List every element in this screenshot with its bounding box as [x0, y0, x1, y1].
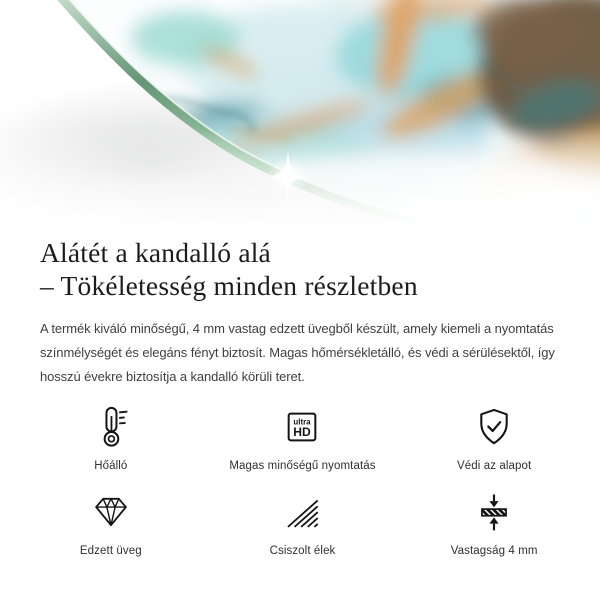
diamond-icon [91, 488, 131, 536]
feature-protects-base [398, 403, 590, 472]
feature-print-quality [207, 403, 399, 472]
feature-label: Hőálló [94, 460, 128, 472]
feature-label: Magas minőségű nyomtatás [229, 460, 376, 472]
feature-tempered-glass [15, 488, 207, 557]
polished-edges-icon [282, 488, 322, 536]
glass-mat-image [0, 0, 600, 232]
feature-label: Vastagság 4 mm [450, 545, 538, 557]
shield-check-icon [473, 403, 515, 451]
feature-label: Védi az alapot [457, 460, 532, 472]
ultra-label: ultra [293, 417, 312, 427]
feature-thickness [398, 488, 590, 557]
feature-polished-edges [207, 488, 399, 557]
hd-label: HD [293, 425, 312, 440]
product-photo [0, 0, 600, 232]
thickness-icon [474, 488, 514, 536]
title-line-2: – Tökéletesség minden részletben [40, 270, 418, 301]
title-line-1: Alátét a kandalló alá [40, 237, 271, 268]
features-grid [0, 403, 600, 557]
ultra-hd-icon [282, 403, 322, 451]
page-title [40, 236, 560, 302]
feature-label: Edzett üveg [79, 545, 142, 557]
feature-heat-resistant [15, 403, 207, 472]
thermometer-icon [91, 403, 131, 451]
product-description: A termék kiváló minőségű, 4 mm vastag edzett üvegből készült, amely kiemeli a nyomtatás színmélységét és elegáns fényt biztosít. Magas hőmérsékletálló, és védi a sérülésektől, így hosszú évekre biztosítja a kandalló körüli teret. [40, 321, 555, 384]
feature-label: Csiszolt élek [269, 545, 336, 557]
